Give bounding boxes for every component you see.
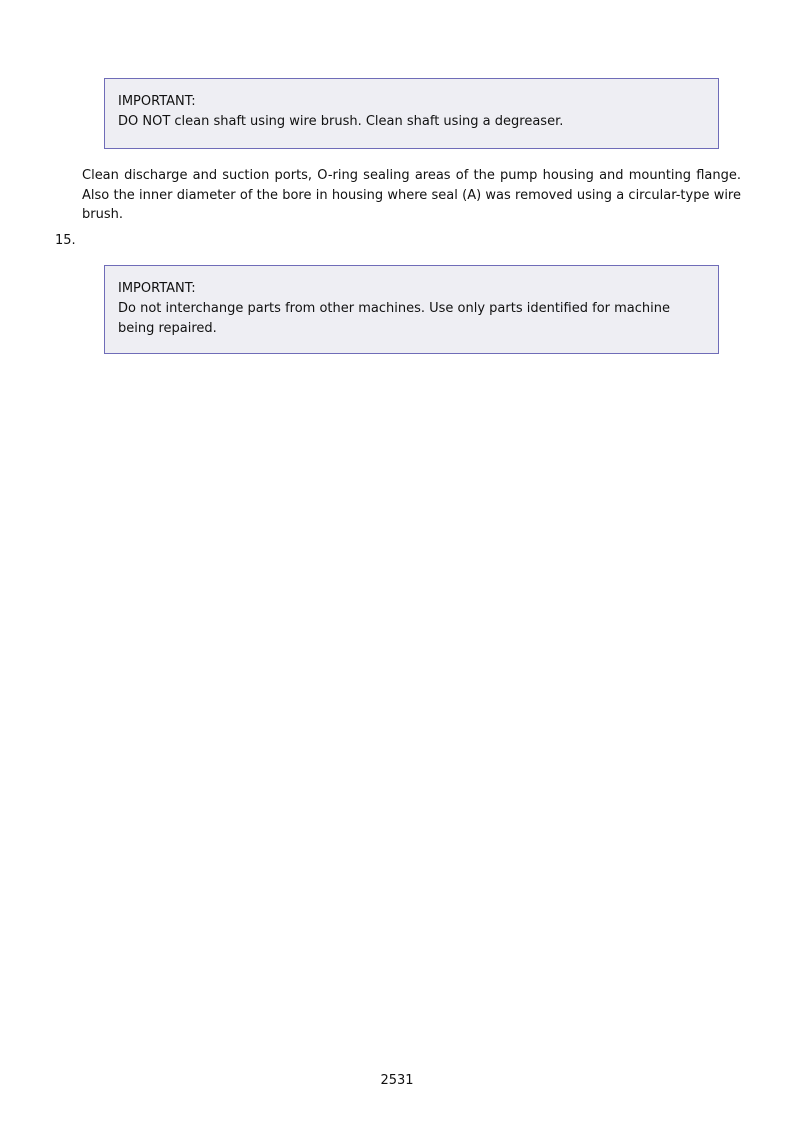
page-number: 2531	[380, 1073, 414, 1088]
cleaning-instructions-paragraph: Clean discharge and suction ports, O-ring sealing areas of the pump housing and mounting flange. Also the inner diameter of the bore in housing where seal (A) was removed using a circular-type wire brush.	[82, 168, 741, 222]
step-number: 15.	[55, 233, 76, 248]
important-notice-parts	[104, 265, 719, 354]
notice-text: Do not interchange parts from other machines. Use only parts identified for machine being repaired.	[118, 301, 670, 336]
notice-heading: IMPORTANT:	[118, 281, 196, 296]
notice-heading: IMPORTANT:	[118, 94, 196, 109]
notice-text: DO NOT clean shaft using wire brush. Clean shaft using a degreaser.	[118, 114, 564, 129]
important-notice-shaft-cleaning	[104, 78, 719, 149]
